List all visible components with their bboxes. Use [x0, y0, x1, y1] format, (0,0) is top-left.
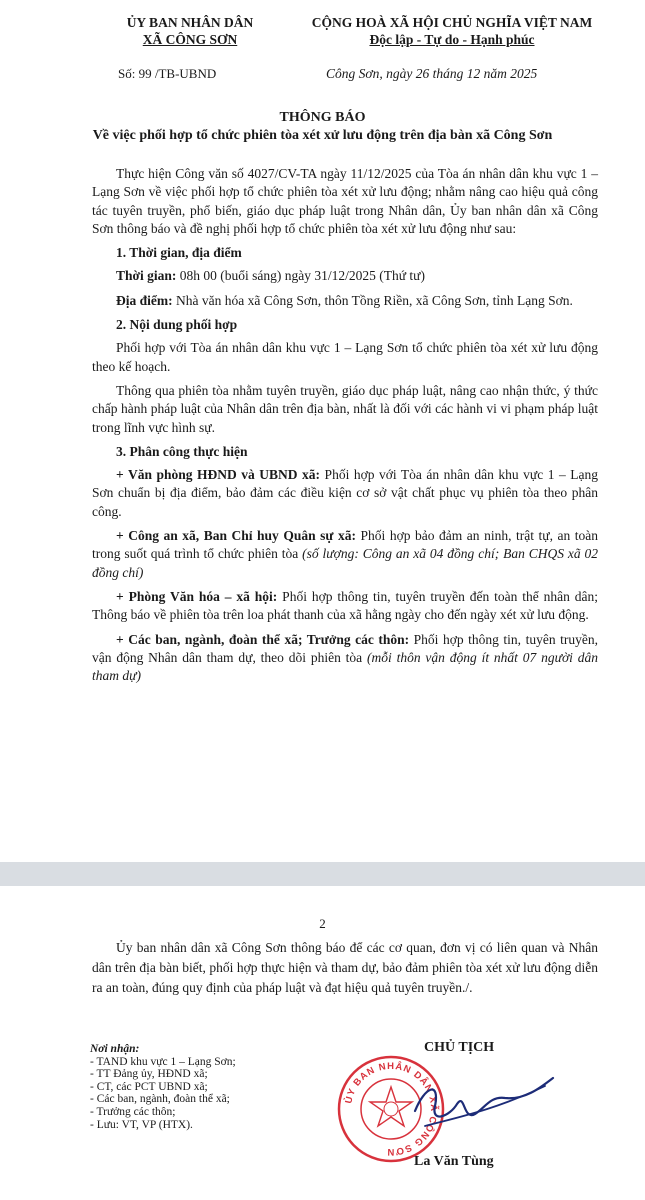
page-number: 2	[319, 916, 326, 931]
recipients-block	[90, 1043, 290, 1131]
time-label: Thời gian:	[116, 268, 177, 284]
page-separator	[0, 862, 645, 886]
assignment-office-text: Phối hợp với Tòa án nhân dân khu vực 1 – Lạng Sơn chuẩn bị địa điểm, bảo đảm các điều kiện cơ sở vật chất phục vụ phiên tòa theo phân công.	[92, 467, 598, 519]
commune-name: XÃ CÔNG SƠN	[142, 32, 238, 47]
closing-paragraph: Ủy ban nhân dân xã Công Sơn thông báo để các cơ quan, đơn vị có liên quan và Nhân dân trên địa bàn biết, phối hợp thực hiện và tham dự, bảo đảm phiên tòa xét xử lưu động diễn ra an toàn, đúng quy định của pháp luật và đạt hiệu quả tuyên truyền./.	[92, 940, 598, 995]
nation-name: CỘNG HOÀ XÃ HỘI CHỦ NGHĨA VIỆT NAM	[311, 15, 593, 30]
handwritten-signature	[395, 1066, 555, 1146]
recipient-item: - CT, các PCT UBND xã;	[90, 1080, 208, 1093]
assignment-villages	[92, 631, 598, 686]
authority-name: ỦY BAN NHÂN DÂN	[126, 15, 254, 30]
section-1-heading: 1. Thời gian, địa điểm	[116, 245, 242, 261]
coordination-paragraph-2: Thông qua phiên tòa nhằm tuyên truyền, giáo dục pháp luật, nâng cao nhận thức, ý thức chấp hành pháp luật của Nhân dân trên địa bàn, nhất là đối với các hành vi vi phạm pháp luật trong lĩnh vực hình sự.	[92, 382, 598, 435]
document-kind: THÔNG BÁO	[279, 110, 366, 125]
document-body	[92, 165, 598, 691]
assignment-villages-label: + Các ban, ngành, đoàn thể xã; Trưởng các thôn:	[116, 631, 410, 647]
place-and-date: Công Sơn, ngày 26 tháng 12 năm 2025	[326, 66, 538, 81]
national-motto: Độc lập - Tự do - Hạnh phúc	[369, 32, 535, 47]
assignment-police-text: Phối hợp bảo đảm an ninh, trật tự, an toàn trong suốt quá trình tổ chức phiên tòa	[92, 528, 598, 562]
time-text: 08h 00 (buổi sáng) ngày 31/12/2025 (Thứ tư)	[176, 268, 425, 284]
recipient-item: - Các ban, ngành, đoàn thể xã;	[90, 1093, 230, 1106]
signer-title: CHỦ TỊCH	[424, 1040, 495, 1055]
coordination-paragraph-1: Phối hợp với Tòa án nhân dân khu vực 1 – Lạng Sơn tổ chức phiên tòa xét xử lưu động theo kế hoạch.	[92, 340, 598, 374]
assignment-police-label: + Công an xã, Ban Chỉ huy Quân sự xã:	[116, 528, 357, 544]
assignment-culture	[92, 588, 598, 625]
document-number: Số: 99 /TB-UBND	[118, 66, 217, 81]
recipients-title: Nơi nhận:	[90, 1043, 140, 1055]
closing-body	[92, 938, 598, 998]
assignment-office	[92, 466, 598, 521]
recipient-item: - Lưu: VT, VP (HTX).	[90, 1118, 193, 1131]
signer-name: La Văn Tùng	[414, 1154, 494, 1169]
assignment-police	[92, 527, 598, 582]
page-2	[0, 886, 645, 1200]
recipient-item: - Trưởng các thôn;	[90, 1105, 176, 1118]
intro-paragraph: Thực hiện Công văn số 4027/CV-TA ngày 11/12/2025 của Tòa án nhân dân khu vực 1 – Lạng Sơn về việc phối hợp tổ chức phiên tòa xét xử lưu động; nhằm nâng cao hiệu quả công tác tuyên truyền, phổ biến, giáo dục pháp luật trong Nhân dân, Ủy ban nhân dân xã Công Sơn thông báo và đề nghị phối hợp tổ chức phiên tòa xét xử lưu động như sau:	[92, 166, 598, 236]
assignment-villages-text: Phối hợp thông tin, tuyên truyền, vận động Nhân dân tham dự, theo dõi phiên tòa	[92, 631, 598, 665]
place-text: Nhà văn hóa xã Công Sơn, thôn Tồng Riền, xã Công Sơn, tỉnh Lạng Sơn.	[172, 292, 573, 308]
section-2-heading: 2. Nội dung phối hợp	[116, 317, 238, 333]
recipient-item: - TAND khu vực 1 – Lạng Sơn;	[90, 1055, 236, 1068]
place-paragraph	[92, 292, 598, 310]
document-subject: Về việc phối hợp tổ chức phiên tòa xét xử lưu động trên địa bàn xã Công Sơn	[92, 128, 553, 143]
section-3-heading: 3. Phân công thực hiện	[116, 443, 248, 459]
assignment-culture-label: + Phòng Văn hóa – xã hội:	[116, 588, 278, 604]
issuing-authority	[100, 14, 280, 48]
place-label: Địa điểm:	[116, 292, 173, 308]
time-paragraph	[92, 267, 598, 285]
assignment-culture-text: Phối hợp thông tin, tuyên truyền đến toàn thể nhân dân; Thông báo về phiên tòa trên loa phát thanh của xã hằng ngày cho đến ngày xét xử lưu động.	[92, 588, 599, 623]
national-header	[292, 14, 612, 48]
assignment-police-note: (số lượng: Công an xã 04 đồng chí; Ban CHQS xã 02 đồng chí)	[92, 546, 598, 580]
assignment-office-label: + Văn phòng HĐND và UBND xã:	[116, 467, 321, 483]
assignment-villages-note: (mỗi thôn vận động ít nhất 07 người dân tham dự)	[92, 649, 598, 684]
recipient-item: - TT Đảng ủy, HĐND xã;	[90, 1068, 208, 1081]
seal-text: ỦY BAN NHÂN DÂN XÃ CÔNG SƠN	[343, 1060, 440, 1158]
